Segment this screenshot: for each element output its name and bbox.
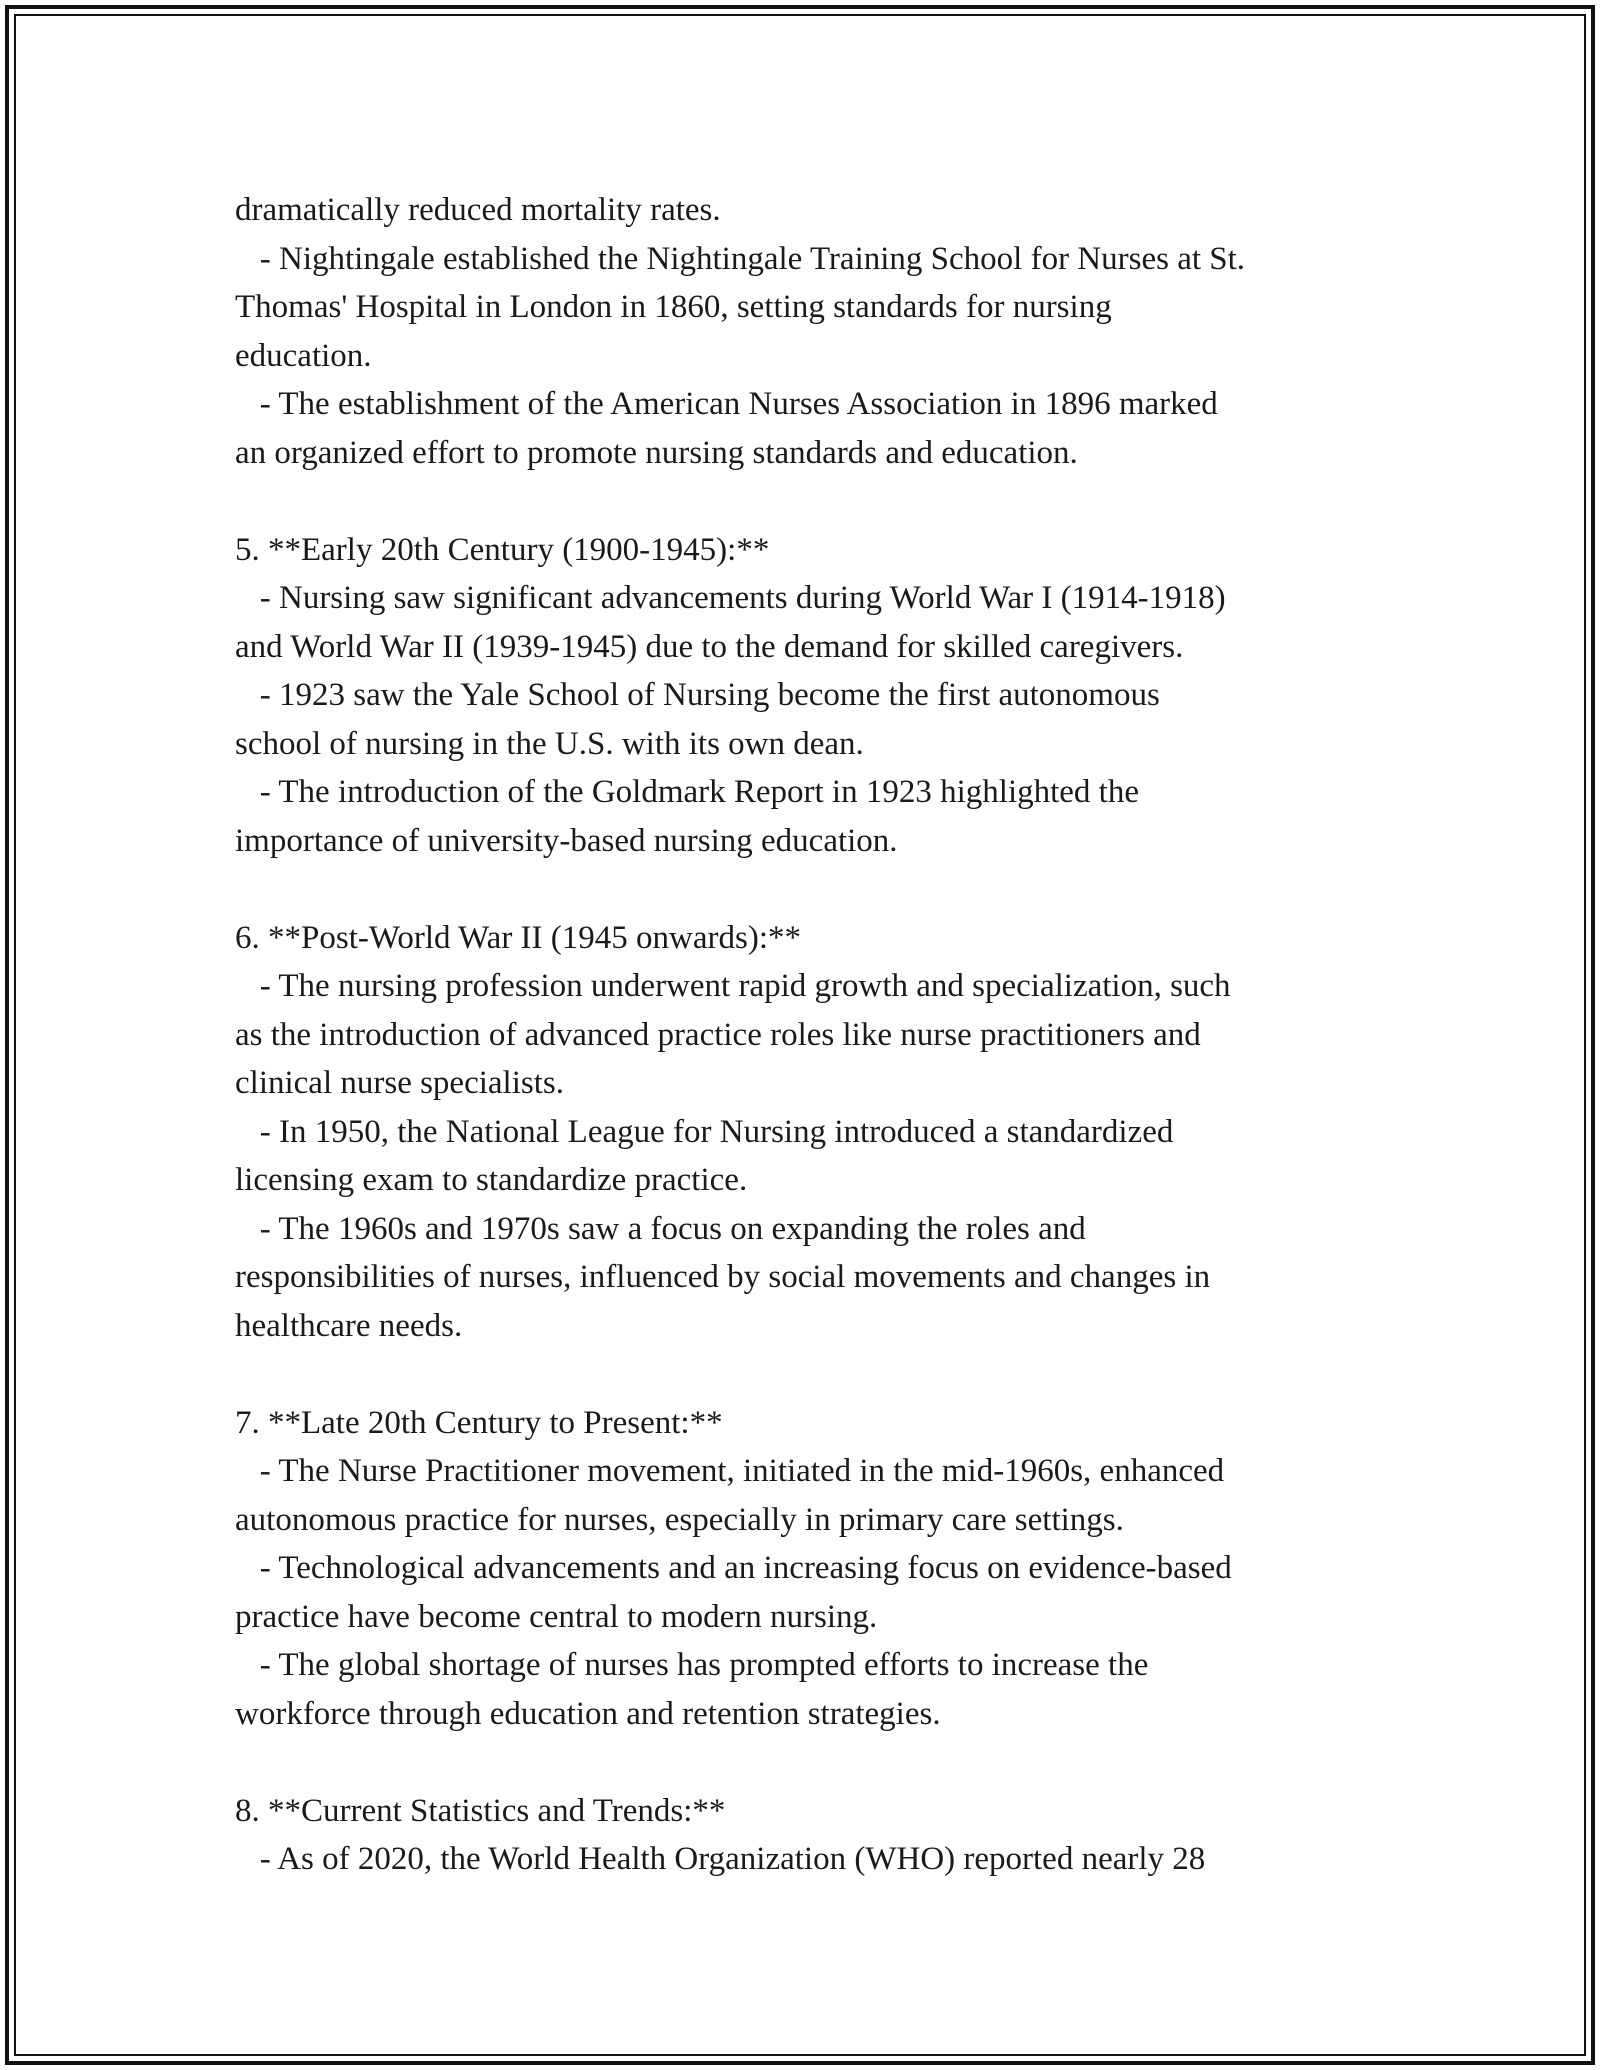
document-body-text: dramatically reduced mortality rates. - Nightingale established the Nightingale Training School for Nurses at St. Thomas' Hospital in London in 1860, setting standards for nursing education. - The establishment of the American Nurses Association in 1896 marked an organized effort to promote nursing standards and education. 5. **Early 20th Century (1900-1945):** - Nursing saw significant advancements during World War I (1914-1918) and World War II (1939-1945) due to the demand for skilled caregivers. - 1923 saw the Yale School of Nursing become the first autonomous school of nursing in the U.S. with its own dean. - The introduction of the Goldmark Report in 1923 highlighted the importance of university-based nursing education. 6. **Post-World War II (1945 onwards):** - The nursing profession underwent rapid growth and specialization, such as the introduction of advanced practice roles like nurse practitioners and clinical nurse specialists. - In 1950, the National League for Nursing introduced a standardized licensing exam to standardize practice. - The 1960s and 1970s saw a focus on expanding the roles and responsibilities of nurses, influenced by social movements and changes in healthcare needs. 7. **Late 20th Century to Present:** - The Nurse Practitioner movement, initiated in the mid-1960s, enhanced autonomous practice for nurses, especially in primary care settings. - Technological advancements and an increasing focus on evidence-based practice have become central to modern nursing. - The global shortage of nurses has prompted efforts to increase the workforce through education and retention strategies. 8. **Current Statistics and Trends:** - As of 2020, the World Health Organization (WHO) reported nearly 28 bbox=[235, 192, 1246, 1877]
